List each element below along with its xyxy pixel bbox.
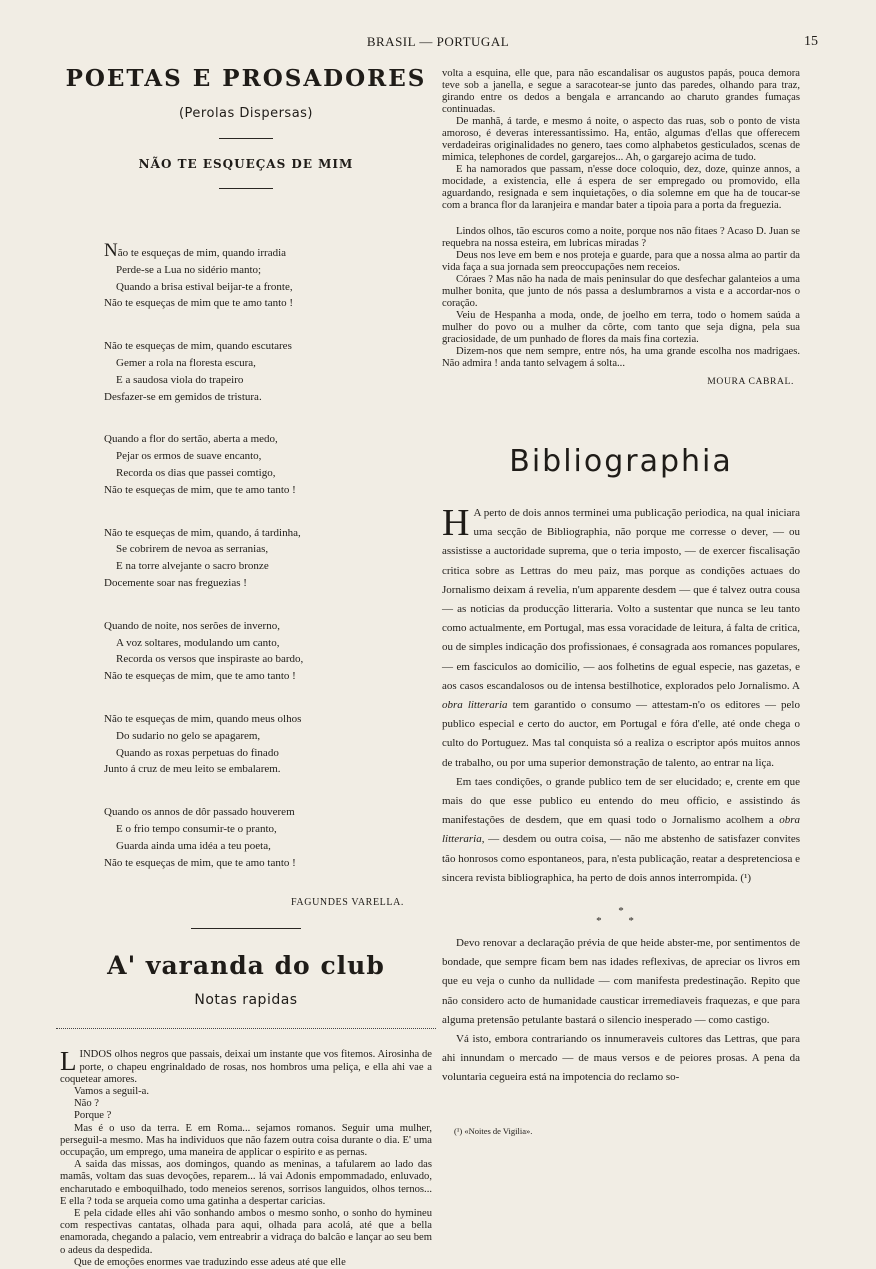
poem-line: Junto á cruz de meu leito se embalarem.	[104, 763, 281, 776]
club-paragraph: volta a esquina, elle que, para não escandalisar os augustos papás, pouca demora teve sob a janella, e segue a saracotear-se junto das paredes, olhando para traz, girando entre os dedos a bengala e arrancando ao charuto grandes fumaças continuadas.	[442, 68, 800, 115]
left-column	[56, 62, 436, 1269]
club-paragraph: Deus nos leve em bem e nos proteja e guarde, para que a nossa alma ao partir da vida faça a sua jornada sem preoccupações nem receios.	[442, 250, 800, 273]
poem-stanza	[104, 525, 436, 592]
drop-cap: L	[60, 1046, 77, 1077]
dotted-divider	[56, 1028, 436, 1029]
drop-cap: H	[442, 502, 470, 544]
poem-line: Quando de noite, nos serões de inverno,	[104, 619, 280, 632]
bibliography-title: Bibliographia	[509, 444, 733, 479]
club-paragraph: Córaes ? Mas não ha nada de mais peninsular do que desfechar galanteios a uma mulher bonita, que junto de nós passa a deslumbrarnos a vista e a accordar-nos o coração.	[442, 274, 800, 309]
club-paragraph: Lindos olhos, tão escuros como a noite, porque nos não fitaes ? Acaso D. Juan se requebra na nossa esteira, em lubricas miradas ?	[442, 226, 800, 249]
bibliography-article	[442, 504, 800, 1088]
poem-line: Não te esqueças de mim que te amo tanto !	[104, 297, 294, 310]
poem-line: E na torre alvejante o sacro bronze	[116, 560, 269, 573]
club-paragraph: Vamos a seguil-a.	[74, 1085, 150, 1097]
poem-line: A voz soltares, modulando um canto,	[116, 636, 280, 649]
section-title: POETAS E PROSADORES	[65, 65, 427, 92]
poem-line: Pejar os ermos de suave encanto,	[116, 450, 262, 463]
poem-line: Docemente soar nas freguezias !	[104, 576, 247, 589]
emphasis: obra litteraria	[442, 814, 800, 846]
poem-line: Não te esqueças de mim, quando meus olhos	[104, 712, 302, 725]
poem-line: Gemer a rola na floresta escura,	[116, 356, 256, 369]
club-paragraph: A saida das missas, aos domingos, quando as meninas, a tafularem ao lado das mamãs, voltam das suas devoções, reparem... lá vai Adonis empommadado, enluvado, encharutado e emboquilhado, todo meneios serenos, sorrisos languidos, olhos ternos... E ella ? toda se arqueia como uma gatinha a despertar caricias.	[60, 1159, 432, 1207]
poem-stanza	[104, 618, 436, 685]
running-title: BRASIL — PORTUGAL	[366, 34, 510, 49]
poem-stanza	[104, 338, 436, 405]
club-paragraph: E pela cidade elles ahi vão sonhando ambos o mesmo sonho, o sonho do hymineu com respectivas cantatas, olhada para aqui, olhada para acolá, até que a bella enamorada, chegando a palacio, vem entreabrir a vidraça do balcão e lançar ao seu bem o adeus da despedida.	[60, 1207, 432, 1256]
poem-line: Recorda os versos que inspiraste ao bardo,	[116, 653, 304, 666]
divider	[219, 138, 273, 139]
poem-line: E a saudosa viola do trapeiro	[116, 373, 244, 386]
club-paragraph: E ha namorados que passam, n'esse doce coloquio, dez, doze, quinze annos, a mocidade, a existencia, elle á espera de ser empregado ou promovido, ella aguardando, resignada e sem inquietações, o dia solemne em que ha de toucar-se com a branca flor da laranjeira e mandar bater a tipoia para a porta da freguezia.	[442, 164, 800, 211]
biblio-paragraph: Em taes condições, o grande publico tem de ser elucidado; e, crente em que mais do que esse publico eu entendo do meu officio, e assistindo ás manifestações de desdem, que em quasi todo o Jornalismo acolhem a obra litteraria, — desdem ou outra coisa, — não me abstenho de satisfazer convites tão honrosos como espontaneos, para, n'esta publicação, reatar a despretenciosa e sincera revista bibliographica, ha perto de dois annos interrompida. (¹)	[442, 775, 800, 884]
poem-line: Quando a flor do sertão, aberta a medo,	[104, 433, 278, 446]
poem-line: Não te esqueças de mim, quando, á tardinha,	[104, 526, 301, 539]
footnote: (¹) «Noites de Vigilia».	[454, 1125, 533, 1136]
poem-line: E o frio tempo consumir-te o pranto,	[116, 822, 277, 835]
poem-line: Não te esqueças de mim, quando irradia	[104, 240, 287, 261]
club-paragraph: De manhã, á tarde, e mesmo á noite, o aspecto das ruas, sob o ponto de vista amoroso, é deveras interessantissimo. Ha, então, algumas d'ellas que offerecem verdadeiras originalidades no genero, taes como alphabetos gesticulados, scenas de mimica, telephones de cordel, gargarejos... Ah, o gargarejo acima de tudo.	[442, 116, 800, 163]
club-article	[56, 1046, 436, 1269]
biblio-paragraph: H A perto de dois annos terminei uma publicação periodica, na qual iniciara uma secção de Bibliographia, não porque me corresse o dever, — ou assistisse a auctoridade suprema, que o teria imposto, — de exercer fiscalisação critica sobre as Lettras do meu paiz, mas porque as condições actuaes do Jornalismo deixam á revelia, n'um apparente desdem — que é talvez outra cousa — as noticias da producção litteraria. Volto a sustentar que nunca se leu tanto como actualmente, em Portugal, mas essa voracidade de leitura, á falta de critica, ou de simples indicação dos profissionaes, é consagrada aos romances populares, — em fasciculos ao domicilio, — aos folhetins de egual especie, nas gazetas, e aos casos escandalosos ou de intensa bestilhotice, explorados pelo Jornalismo. A obra litteraria tem garantido o consumo — attestam-n'o os editores — pelo publico especial e certo do auctor, em Portugal e fóra d'elle, até onde chega o culto do Portuguez. Mas tal conquista só a realiza o escriptor após muitos annos de trabalho, ou por uma superior demonstração de talento, ao entrar na liça.	[442, 502, 800, 769]
club-paragraph: Mas é o uso da terra. E em Roma... sejamos romanos. Seguir uma mulher, perseguil-a mesmo. Mas ha individuos que não fazem outra coisa durante o dia. E' uma occupação, um emprego, uma maneira de applicar o espirito e as pernas.	[60, 1122, 432, 1158]
poem-line: Não te esqueças de mim, que te amo tanto !	[104, 856, 296, 869]
section-subtitle: (Perolas Dispersas)	[178, 106, 313, 121]
divider	[219, 188, 273, 189]
asterism: * * *	[596, 905, 646, 928]
page-number: 15	[804, 34, 818, 49]
biblio-paragraph: Devo renovar a declaração prévia de que heide abster-me, por sentimentos de bondade, que sempre ficam bem nas idades reflexivas, de apreciar os livros em que eu veja o cunho da nullidade — com manifesta predestinação. Repito que não considero acto de humanidade causticar irremediaveis fraquezas, e que para alguma pretensão petulante bastará o silencio inesperado — como castigo.	[442, 937, 800, 1026]
club-title: A' varanda do club	[107, 951, 385, 981]
poem	[56, 240, 436, 871]
poem-stanza	[104, 431, 436, 498]
poem-line: Do sudario no gelo se apagarem,	[116, 729, 261, 742]
poem-line: Desfazer-se em gemidos de tristura.	[104, 390, 262, 403]
club-paragraph: LINDOS olhos negros que passais, deixai um instante que vos fitemos. Airosinha de porte, o chapeu engrinaldado de rosas, nos hombros uma peliça, e ella ahi vae a coquetear amores.	[60, 1046, 432, 1085]
poem-line: Não te esqueças de mim, que te amo tanto !	[104, 670, 296, 683]
poem-line: Se cobrirem de nevoa as serranias,	[116, 543, 269, 556]
club-paragraph: Que de emoções enormes vae traduzindo esse adeus até que elle	[74, 1256, 346, 1268]
poem-line: Guarda ainda uma idéa a teu poeta,	[116, 839, 271, 852]
right-column	[442, 62, 800, 1136]
club-paragraph: Não ?	[74, 1098, 99, 1110]
club-paragraph: Veiu de Hespanha a moda, onde, de joelho em terra, todo o homem saúda a mulher do povo ou a mulher da côrte, com tanto que seja digna, pela sua graciosidade, de um punhado de flores da mais fina cortezia.	[442, 310, 800, 345]
poem-line: Não te esqueças de mim, quando escutares	[104, 340, 292, 353]
poem-line: Não te esqueças de mim, que te amo tanto !	[104, 483, 296, 496]
club-subtitle: Notas rapidas	[194, 992, 298, 1009]
poem-stanza	[104, 240, 436, 312]
club-paragraph: Dizem-nos que nem sempre, entre nós, ha uma grande escolha nos madrigaes. Não admira ! anda tanto selvagem á solta...	[442, 346, 800, 369]
poem-stanza	[104, 804, 436, 871]
poem-title: NÃO TE ESQUEÇAS DE MIM	[138, 157, 354, 171]
club-article-continued	[442, 68, 800, 388]
poem-signature: FAGUNDES VARELLA.	[291, 897, 404, 909]
poem-stanza	[104, 711, 436, 778]
club-paragraph: Porque ?	[74, 1110, 112, 1122]
poem-line: Perde-se a Lua no sidério manto;	[116, 263, 262, 276]
poem-line: Quando as roxas perpetuas do finado	[116, 746, 279, 759]
biblio-paragraph: Vá isto, embora contrariando os innumeraveis cultores das Lettras, que para ahi innundam o mercado — de maus versos e de peiores prosas. A pena da voluntaria cegueira está na impotencia do reclamo so-	[442, 1033, 800, 1084]
club-signature: MOURA CABRAL.	[707, 376, 794, 387]
poem-line: Quando a brisa estival beijar-te a fronte,	[116, 280, 293, 293]
emphasis: obra litteraria	[442, 699, 508, 712]
divider	[191, 928, 301, 929]
poem-line: Quando os annos de dôr passado houverem	[104, 806, 295, 819]
poem-line: Recorda os dias que passei comtigo,	[116, 466, 276, 479]
